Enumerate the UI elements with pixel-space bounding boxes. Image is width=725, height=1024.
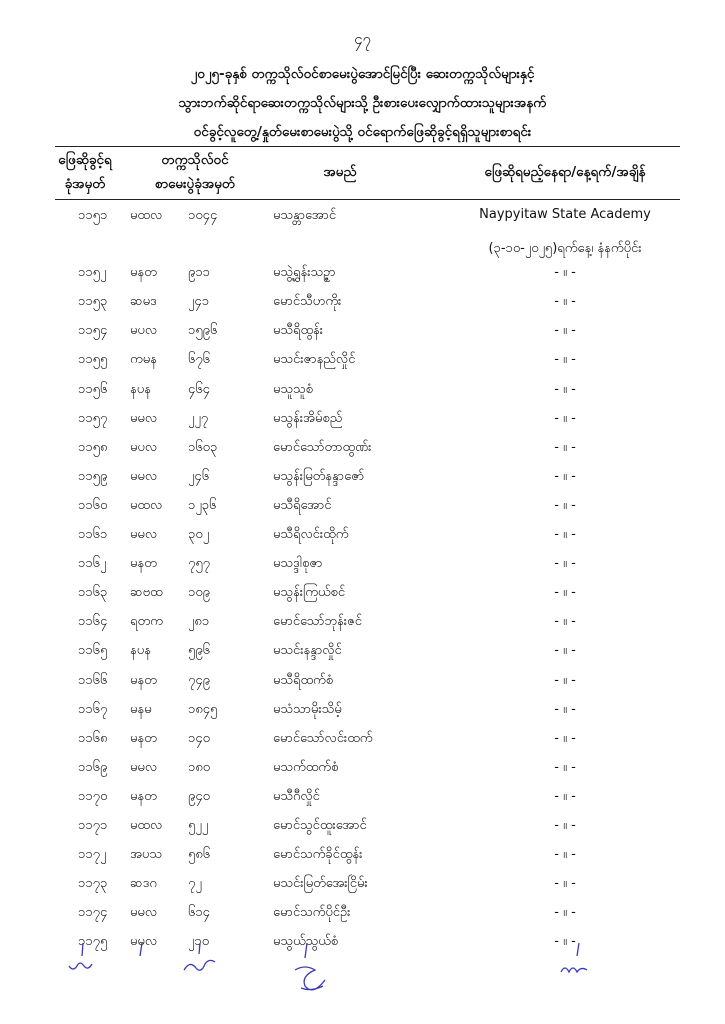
school-code: ဆဒဂ [130, 876, 157, 892]
header-exam-number: တက္ကသိုလ်ဝင် စာမေးပွဲခုံအမှတ် [154, 152, 236, 192]
venue: - ။ - [554, 818, 576, 833]
table-row [0, 260, 725, 289]
exam-number: ၅၂၂ [188, 818, 209, 833]
candidate-name: မသင်းနန္ဒာလှိုင် [273, 643, 342, 659]
header-name: အမည် [323, 164, 357, 180]
seat-number: ၁၁၇၃ [78, 876, 108, 892]
table-row [0, 726, 725, 755]
exam-number: ၁၆၀၃ [188, 439, 218, 455]
table-row [0, 609, 725, 638]
table-row [0, 900, 725, 929]
candidate-name: မသက်ထက်စံ [273, 759, 339, 775]
candidate-name: မသီဂီလှိုင် [273, 788, 320, 804]
school-code: မမလ [130, 759, 158, 775]
school-code: မပလ [130, 323, 158, 339]
school-code: နပန [130, 643, 151, 659]
seat-number: ၁၁၅၅ [78, 352, 108, 368]
seat-number: ၁၁၆၂ [78, 556, 107, 572]
table-header-border [55, 199, 680, 200]
candidate-name: မောင်သွင်ထူးအောင် [273, 818, 367, 833]
signature-3 [178, 940, 228, 980]
school-code: မထလ [130, 497, 163, 513]
candidate-name: မောင်သက်ခိုင်ထွန်း [273, 847, 363, 863]
seat-number: ၁၁၅၁ [78, 208, 108, 223]
venue: - ။ - [554, 439, 576, 455]
candidate-name: မသန္တာအောင် [273, 208, 337, 223]
table-row [0, 493, 725, 522]
seat-number: ၁၁၆၆ [78, 672, 108, 688]
venue: - ။ - [554, 876, 576, 892]
venue: - ။ - [554, 556, 576, 572]
school-code: ရတက [130, 614, 163, 630]
candidate-name: မသီရိထက်စံ [273, 672, 334, 688]
candidate-name: မသွန်းကြယ်စင် [273, 585, 346, 601]
table-row [0, 377, 725, 406]
exam-number: ၂၂၇ [188, 410, 209, 426]
venue: - ။ - [554, 527, 576, 542]
table-row [0, 929, 725, 958]
seat-number: ၁၁၆၄ [78, 614, 108, 630]
school-code: မမလ [130, 410, 158, 426]
school-code: ဆမဒ [130, 294, 157, 310]
candidate-name: မသင်းဇာနည်လှိုင် [273, 352, 356, 368]
school-code: မထလ [130, 818, 163, 833]
table-row [0, 784, 725, 813]
seat-number: ၁၁၆၅ [78, 643, 108, 659]
exam-number: ၇၂ [188, 876, 202, 892]
table-row [0, 871, 725, 900]
venue: Naypyitaw State Academy [479, 207, 651, 222]
candidate-name: မသဒ္ဒါစုဇာ [273, 556, 323, 572]
header-seat-number: ဖြေဆိုခွင့်ရ ခုံအမှတ် [58, 152, 112, 192]
venue: - ။ - [554, 759, 576, 775]
exam-number: ၇၄၉ [188, 672, 210, 688]
exam-number: ၁၈၄၅ [188, 701, 218, 717]
exam-number: ၆၇၆ [188, 352, 210, 368]
table-row [0, 406, 725, 435]
signature-1 [65, 940, 105, 976]
candidate-name: မသွယ်သွယ်စံ [273, 934, 339, 950]
exam-number: ၁၂၃၆ [188, 497, 217, 513]
table-row [0, 668, 725, 697]
table-row [0, 755, 725, 784]
exam-number: ၇၅၇ [188, 556, 210, 572]
candidate-name: မသီရိလင်းထိုက် [273, 527, 349, 542]
seat-number: ၁၁၆၃ [78, 585, 108, 601]
school-code: မမလ [130, 468, 158, 484]
candidate-name: မောင်သော်လင်းထက် [273, 730, 373, 746]
candidate-name: မသူသူစံ [273, 381, 313, 397]
seat-number: ၁၁၇၂ [78, 847, 107, 863]
seat-number: ၁၁၅၃ [78, 294, 108, 310]
school-code: မနတ [130, 730, 157, 746]
venue-date-note: (၃-၁၀-၂၀၂၅)ရက်နေ့၊ နံနက်ပိုင်း [488, 241, 642, 256]
seat-number: ၁၁၅၈ [78, 439, 108, 455]
table-row [0, 435, 725, 464]
seat-number: ၁၁၆၉ [78, 759, 108, 775]
school-code: နပန [130, 381, 151, 397]
exam-number: ၁၀၉ [188, 585, 210, 601]
signature-2 [128, 940, 158, 970]
exam-number: ၁၀၄၄ [188, 208, 218, 223]
seat-number: ၁၁၇၀ [78, 788, 108, 804]
table-row [0, 464, 725, 493]
exam-number: ၁၅၉၆ [188, 323, 218, 339]
venue: - ။ - [554, 730, 576, 746]
exam-number: ၃၀၂ [188, 527, 210, 542]
table-row [0, 638, 725, 667]
header-venue: ဖြေဆိုရမည့်နေရာ/နေ့ရက်/အချိန် [484, 164, 646, 180]
candidate-name: မသွဲ့ရွှန်းသဉ္ဇာ [273, 265, 336, 281]
venue: - ။ - [554, 294, 576, 310]
seat-number: ၁၁၇၁ [78, 818, 108, 833]
candidate-name: မောင်သက်ပိုင်ဦး [273, 905, 351, 921]
venue: - ။ - [554, 410, 576, 426]
school-code: မနတ [130, 556, 157, 572]
exam-number: ၁၄၀ [188, 730, 210, 746]
seat-number: ၁၁၇၅ [78, 934, 108, 950]
seat-number: ၁၁၆၀ [78, 497, 108, 513]
venue: - ။ - [554, 701, 576, 717]
school-code: ဆဗထ [130, 585, 163, 601]
table-row [0, 289, 725, 318]
table-row [0, 318, 725, 347]
venue: - ။ - [554, 847, 576, 863]
exam-number: ၂၄၆ [188, 468, 210, 484]
venue: - ။ - [554, 905, 576, 921]
seat-number: ၁၁၅၇ [78, 410, 108, 426]
venue: - ။ - [554, 788, 576, 804]
exam-number: ၆၁၄ [188, 905, 210, 921]
seat-number: ၁၁၆၇ [78, 701, 108, 717]
school-code: မနတ [130, 672, 157, 688]
exam-number: ၂၄၁ [188, 294, 210, 310]
candidate-name: မသီရိထွန်း [273, 323, 324, 339]
venue: - ။ - [554, 468, 576, 484]
school-code: မနမ [130, 701, 152, 717]
venue: - ။ - [554, 643, 576, 659]
title-line-2: သွားဘက်ဆိုင်ရာဆေးတက္ကသိုလ်များသို့ ဦးစားပေးလျှောက်ထားသူများအနက် [178, 95, 547, 111]
venue: - ။ - [554, 265, 576, 281]
signature-5 [555, 940, 600, 980]
seat-number: ၁၁၆၁ [78, 527, 108, 542]
school-code: မထလ [130, 208, 163, 223]
candidate-name: မောင်သော်ဘုန်းဇင် [273, 614, 362, 630]
school-code: မမလ [130, 527, 158, 542]
candidate-name: မသီရိအောင် [273, 497, 332, 513]
seat-number: ၁၁၅၂ [78, 265, 107, 281]
table-top-border [55, 146, 680, 147]
venue: - ။ - [554, 585, 576, 601]
candidate-name: မသွန်းမြတ်နန္ဒာဇော် [273, 468, 365, 484]
seat-number: ၁၁၆၈ [78, 730, 108, 746]
table-row [0, 203, 725, 232]
school-code: မနတ [130, 788, 157, 804]
school-code: မမလ [130, 934, 158, 950]
seat-number: ၁၁၇၄ [78, 905, 108, 921]
table-row [0, 813, 725, 842]
exam-number: ၂၈၁ [188, 614, 210, 630]
seat-number: ၁၁၅၄ [78, 323, 108, 339]
school-code: မမလ [130, 905, 158, 921]
venue: - ။ - [554, 614, 576, 630]
candidate-name: မသင်းမြတ်အေးငြိမ်း [273, 876, 368, 892]
school-code: မပလ [130, 439, 158, 455]
table-row [0, 347, 725, 376]
candidate-name: မသံသာမိုးသိမ့် [273, 701, 342, 717]
page-number: ၄၇ [354, 30, 371, 48]
exam-number: ၅၈၆ [188, 847, 211, 863]
school-code: ကမန [130, 352, 157, 368]
venue: - ။ - [554, 381, 576, 397]
exam-number: ၁၈၀ [188, 759, 211, 775]
venue: - ။ - [554, 672, 576, 688]
exam-number: ၄၆၄ [188, 381, 210, 397]
candidate-name: မောင်သော်တာထွဏ်း [273, 439, 372, 455]
school-code: မနတ [130, 265, 157, 281]
table-row [0, 551, 725, 580]
venue: - ။ - [554, 352, 576, 368]
exam-number: ၉၁၁ [188, 265, 210, 281]
table-row [0, 580, 725, 609]
table-row [0, 842, 725, 871]
signature-4 [285, 940, 335, 1000]
venue: - ။ - [554, 323, 576, 339]
exam-number: ၂၁၀ [188, 934, 210, 950]
school-code: အပသ [130, 847, 162, 863]
venue: - ။ - [554, 934, 576, 950]
venue: - ။ - [554, 497, 576, 513]
table-row [0, 697, 725, 726]
exam-number: ၉၄၀ [188, 788, 210, 804]
title-line-3: ဝင်ခွင့်လူတွေ့/နှုတ်မေးစာမေးပွဲသို့ ဝင်ရောက်ဖြေဆိုခွင့်ရရှိသူများစာရင်း [193, 124, 532, 140]
candidate-name: မသွန်းအိမ်စည် [273, 410, 343, 426]
title-line-1: ၂၀၂၅-ခုနှစ် တက္ကသိုလ်ဝင်စာမေးပွဲအောင်မြင်ပြီး ဆေးတက္ကသိုလ်များနှင့် [190, 66, 535, 82]
seat-number: ၁၁၅၆ [78, 381, 108, 397]
exam-number: ၅၉၆ [188, 643, 210, 659]
document-title [0, 60, 725, 147]
candidate-name: မောင်သီဟကိုး [273, 294, 342, 310]
table-row [0, 522, 725, 551]
seat-number: ၁၁၅၉ [78, 468, 108, 484]
